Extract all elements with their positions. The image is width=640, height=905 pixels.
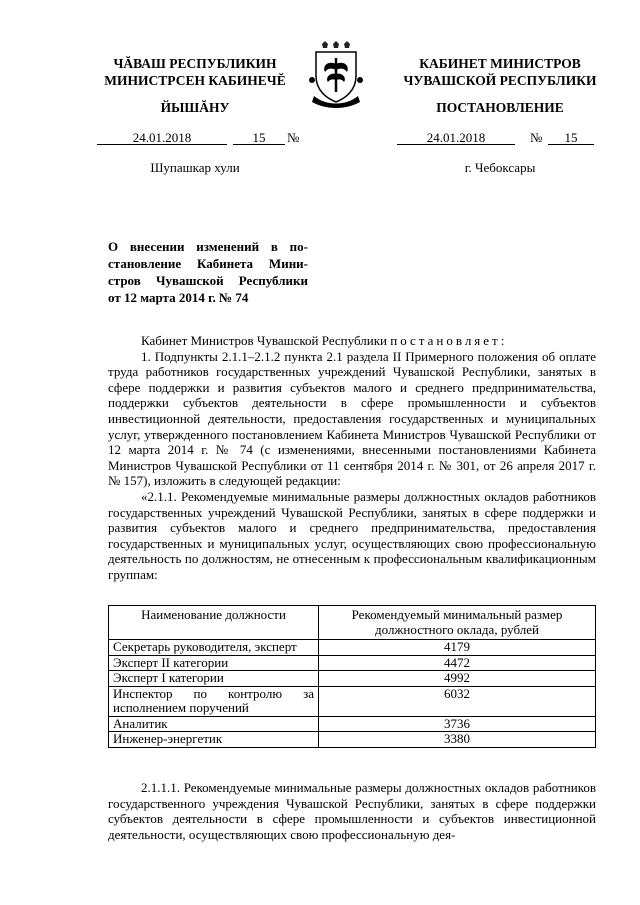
left-number-field (233, 132, 285, 145)
title-line: О внесении изменений в по- (108, 239, 308, 254)
header-right (385, 55, 615, 89)
salary-cell: 3380 (319, 732, 596, 748)
table-row (109, 655, 596, 671)
document-body (108, 333, 596, 583)
table-row (109, 671, 596, 687)
chuvash-coat-of-arms-icon (308, 40, 364, 108)
salary-table (108, 605, 596, 748)
right-city: г. Чебоксары (464, 160, 536, 175)
document-title (108, 238, 308, 306)
intro-prefix: Кабинет Министров Чувашской Республики (141, 333, 387, 348)
title-line: стров Чувашской Республики (108, 273, 308, 288)
paragraph-1: 1. Подпункты 2.1.1–2.1.2 пункта 2.1 раздела II Примерного положения об оплате труда работников государственных учреждений Чувашской Республики, занятых в сфере поддержки и развития субъектов малого и среднего предпринимательства, поддержки субъектов деятельности в сфере промышленности и субъектов инвестиционной деятельности, предоставления государственных и муниципальных услуг, утвержденного постановлением Кабинета Министров Чувашской Республики от 12 марта 2014 г. № 74 (с изменениями, внесенными постановлениями Кабинета Министров Чувашской Республики от 11 сентября 2014 г. № 301, от 26 апреля 2017 г. № 157), изложить в следующей редакции: (108, 348, 596, 489)
salary-cell: 4179 (319, 640, 596, 656)
table-row (109, 640, 596, 656)
table-header-salary: Рекомендуемый минимальный размер должностного оклада, рублей (319, 606, 596, 640)
salary-cell: 4992 (319, 671, 596, 687)
position-cell: Инженер-энергетик (109, 732, 319, 748)
salary-cell: 4472 (319, 655, 596, 671)
position-cell: Эксперт I категории (109, 671, 319, 687)
table-header-row (109, 606, 596, 640)
header-right-doc-type: ПОСТАНОВЛЕНИЕ (436, 100, 564, 115)
intro-paragraph (108, 333, 596, 349)
table-row (109, 686, 596, 716)
left-city: Шупашкар хули (150, 160, 240, 175)
right-number: 15 (564, 130, 578, 145)
header-left-line1: ЧĂВАШ РЕСПУБЛИКИН (113, 56, 277, 71)
title-line: становление Кабинета Мини- (108, 256, 308, 271)
salary-cell: 3736 (319, 716, 596, 732)
table-row (109, 732, 596, 748)
left-number-sign: № (287, 130, 300, 145)
header-left-doc-type: ЙЫШĂНУ (160, 100, 230, 115)
right-number-sign: № (530, 130, 543, 145)
position-cell: Секретарь руководителя, эксперт (109, 640, 319, 656)
paragraph-3: 2.1.1.1. Рекомендуемые минимальные размеры должностных окладов работников государственного учреждения Чувашской Республики, занятых в сфере поддержки субъектов деятельности в сфере промышленности и субъектов инвестиционной деятельности, осуществляющих свою профессиональную дея- (108, 780, 596, 842)
right-number-field (548, 132, 594, 145)
title-line: от 12 марта 2014 г. № 74 (108, 290, 249, 305)
header-left (90, 55, 300, 89)
intro-verb: постановляет: (390, 333, 508, 348)
position-cell: Эксперт II категории (109, 655, 319, 671)
header-left-line2: МИНИСТРСЕН КАБИНЕЧĔ (104, 73, 286, 88)
right-date-field (397, 132, 515, 145)
left-date-field (97, 132, 227, 145)
position-cell: Аналитик (109, 716, 319, 732)
paragraph-2: «2.1.1. Рекомендуемые минимальные размеры должностных окладов работников государственных учреждений Чувашской Республики, занятых в сфере поддержки и развития субъектов малого и среднего предпринимательства, предоставления государственных и муниципальных услуг, осуществляющих свою профессиональную деятельность по должностям, не отнесенным к профессиональным квалификационным группам: (108, 488, 596, 582)
header-right-line1: КАБИНЕТ МИНИСТРОВ (419, 56, 581, 71)
left-number: 15 (252, 130, 266, 145)
table-row (109, 716, 596, 732)
header-right-line2: ЧУВАШСКОЙ РЕСПУБЛИКИ (403, 73, 597, 88)
right-date: 24.01.2018 (426, 130, 486, 145)
position-cell: Инспектор по контролю за исполнением поручений (109, 686, 319, 716)
salary-cell: 6032 (319, 686, 596, 716)
table-header-position: Наименование должности (109, 606, 319, 640)
left-date: 24.01.2018 (132, 130, 192, 145)
